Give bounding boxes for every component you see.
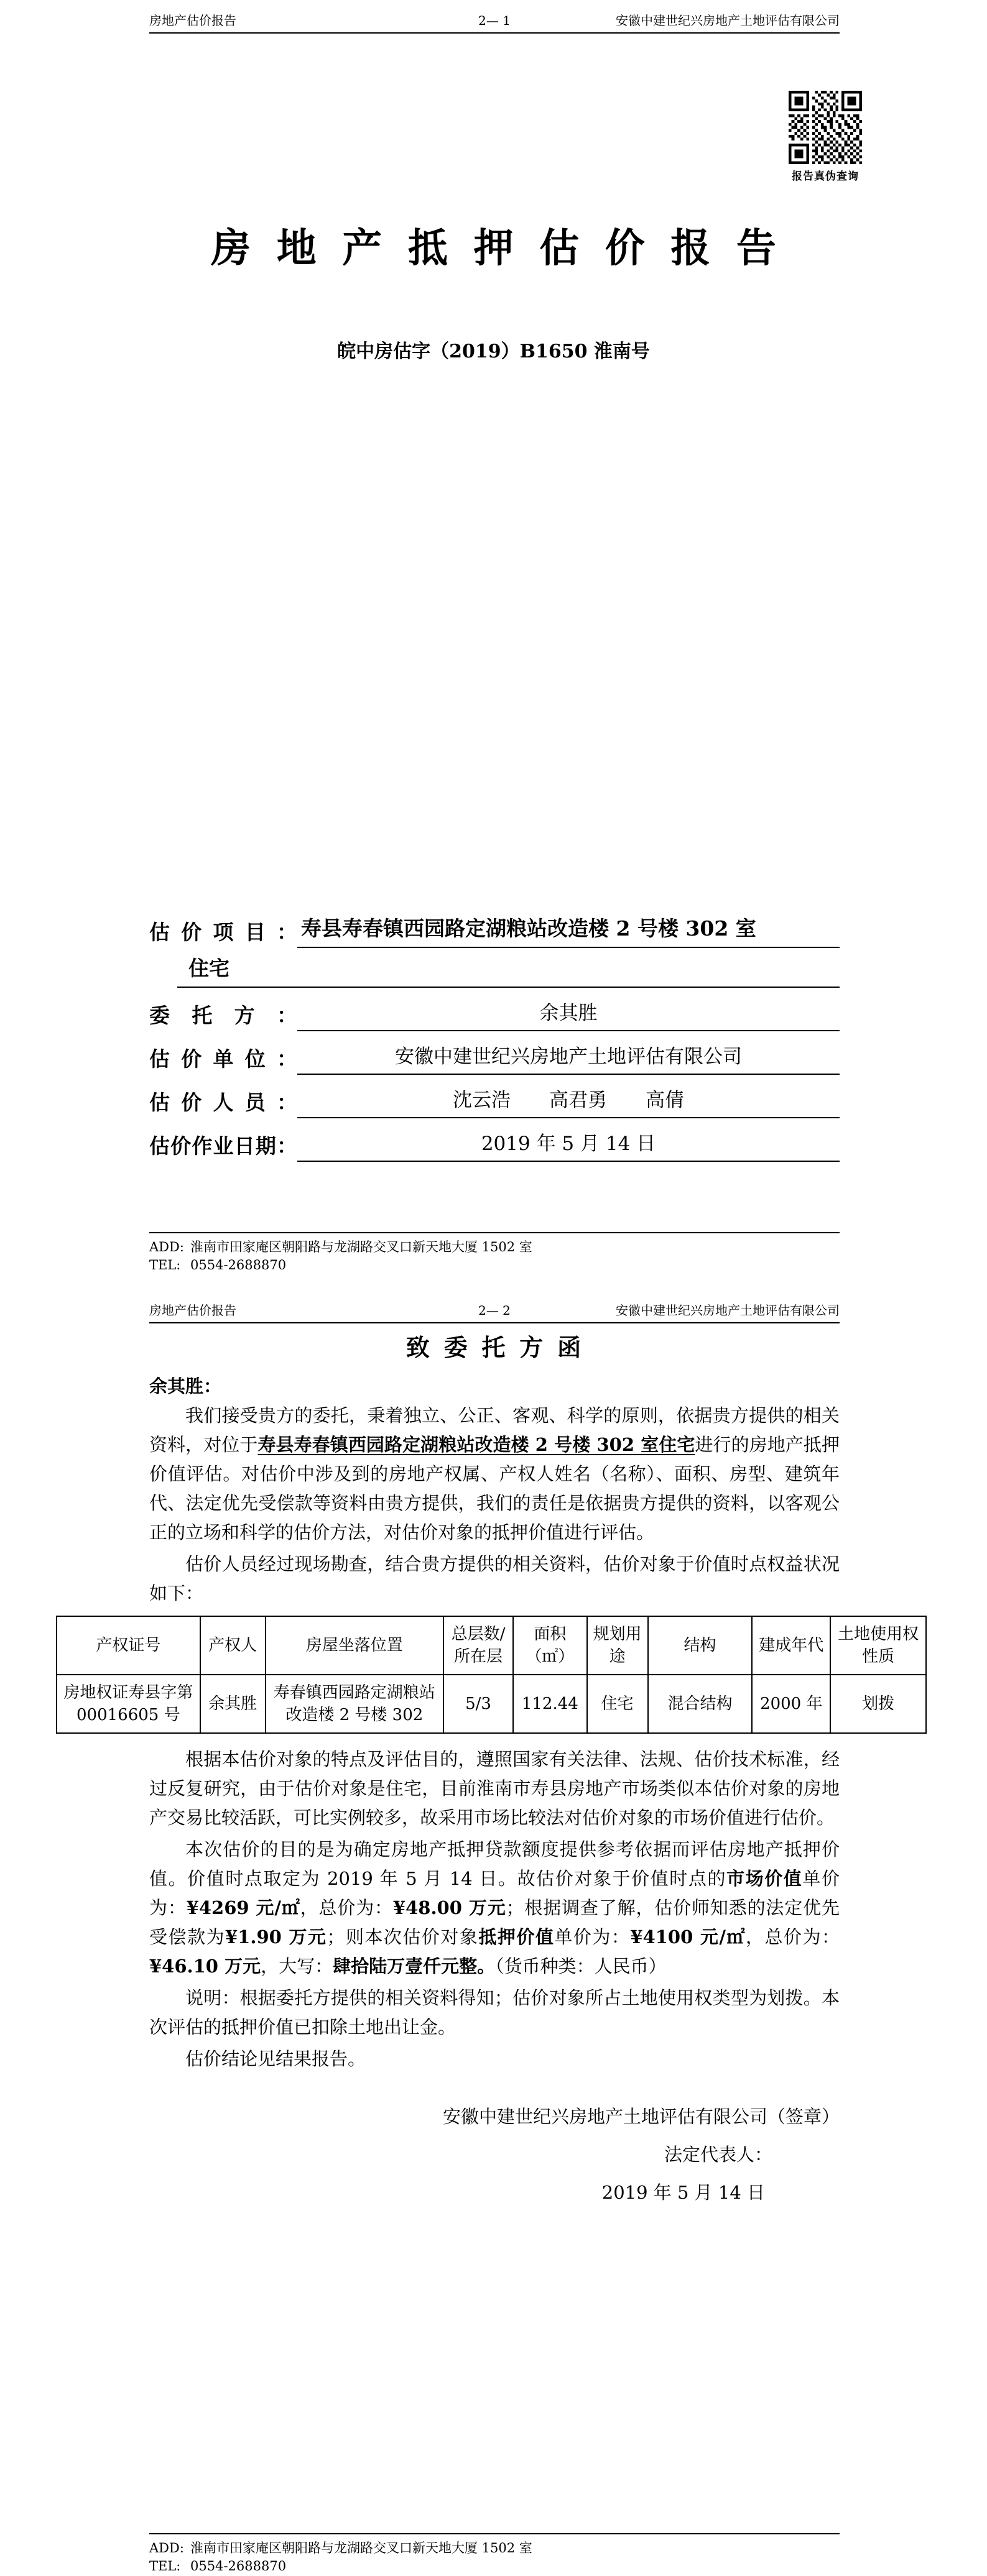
qr-verification-block bbox=[788, 91, 863, 183]
page-header bbox=[149, 1302, 840, 1323]
text-segment: 进行的房地产抵押价值评估。对估价中涉及到的房地产权属、产权人姓名（名称）、面积、房型、建筑年代、法定优先受偿款等资料由贵方提供，我们的责任是依据贵方提供的资料，以客观公正的立场和科学的估价方法，对估价对象的抵押价值进行评估。 bbox=[149, 1434, 840, 1543]
letter-paragraph-2: 估价人员经过现场勘查，结合贵方提供的相关资料，估价对象于价值时点权益状况如下： bbox=[149, 1553, 840, 1604]
signature-legal-representative: 法定代表人： bbox=[664, 2144, 772, 2165]
report-title: 房地产抵押估价报告 bbox=[211, 225, 802, 272]
cell-land-right: 划拨 bbox=[830, 1675, 926, 1733]
footer-address-label: ADD: bbox=[149, 2541, 184, 2555]
page-header bbox=[149, 12, 840, 34]
col-header-planned-use: 规划用途 bbox=[587, 1616, 648, 1675]
cell-structure: 混合结构 bbox=[648, 1675, 753, 1733]
footer-address-label: ADD: bbox=[149, 1240, 184, 1254]
field-staff bbox=[149, 1075, 840, 1118]
col-header-land-right: 土地使用权性质 bbox=[830, 1616, 926, 1675]
report-number: 皖中房估字（2019）B1650 淮南号 bbox=[337, 341, 650, 362]
field-agency-value: 安徽中建世纪兴房地产土地评估有限公司 bbox=[297, 1044, 840, 1075]
text-segment: ，总价为： bbox=[300, 1897, 393, 1918]
field-date bbox=[149, 1118, 840, 1162]
col-header-year-built: 建成年代 bbox=[752, 1616, 830, 1675]
footer-address-value: 淮南市田家庵区朝阳路与龙湖路交叉口新天地大厦 1502 室 bbox=[190, 2541, 532, 2555]
letter-title: 致委托方函 bbox=[405, 1333, 595, 1361]
cover-fields bbox=[149, 904, 840, 1162]
text-segment: 本次估价的目的是为确定房地产抵押贷款额度提供参考依据而评估房地产抵押价值。价值时点取定为 2019 年 5 月 14 日。故估价对象于价值时点的 bbox=[149, 1839, 840, 1889]
letter-paragraph-1 bbox=[149, 1401, 840, 1547]
col-header-area: 面积（㎡） bbox=[513, 1616, 587, 1675]
header-doc-title: 房地产估价报告 bbox=[149, 1303, 236, 1318]
table-header-row bbox=[57, 1616, 926, 1675]
field-agency bbox=[149, 1031, 840, 1075]
header-doc-title: 房地产估价报告 bbox=[149, 13, 236, 28]
rights-status-table bbox=[56, 1616, 927, 1734]
field-date-value: 2019 年 5 月 14 日 bbox=[297, 1131, 840, 1162]
cell-owner: 余其胜 bbox=[200, 1675, 266, 1733]
signature-company: 安徽中建世纪兴房地产土地评估有限公司（签章） bbox=[442, 2106, 840, 2127]
field-project bbox=[149, 904, 840, 948]
market-unit-price: ¥4269 元/㎡ bbox=[186, 1897, 300, 1918]
mortgage-unit-price: ¥4100 元/㎡ bbox=[630, 1926, 746, 1948]
letter-page bbox=[0, 1290, 987, 2576]
cell-year-built: 2000 年 bbox=[752, 1675, 830, 1733]
mortgage-value-label: 抵押价值 bbox=[478, 1926, 555, 1948]
page-footer bbox=[149, 1232, 840, 1274]
salutation: 余其胜： bbox=[149, 1376, 222, 1397]
field-agency-label: 估价单位： bbox=[149, 1046, 297, 1071]
footer-tel-value: 0554-2688870 bbox=[190, 1258, 287, 1272]
field-project-value: 寿县寿春镇西园路定湖粮站改造楼 2 号楼 302 室 bbox=[297, 916, 840, 948]
footer-tel-value: 0554-2688870 bbox=[190, 2559, 287, 2574]
amount-in-words: 肆拾陆万壹仟元整。 bbox=[333, 1956, 496, 1977]
field-client-label: 委托方： bbox=[149, 1003, 297, 1028]
currency-note: （货币种类：人民币） bbox=[495, 1956, 667, 1977]
field-date-label: 估价作业日期： bbox=[149, 1133, 297, 1158]
letter-paragraph-4 bbox=[149, 1835, 840, 1981]
col-header-owner: 产权人 bbox=[200, 1616, 266, 1675]
footer-address-line bbox=[149, 1238, 840, 1256]
priority-repayment-amount: ¥1.90 万元 bbox=[225, 1926, 327, 1948]
field-project-value-line2: 住宅 bbox=[177, 955, 840, 988]
field-staff-value: 沈云浩 高君勇 高倩 bbox=[297, 1088, 840, 1118]
qr-caption: 报告真伪查询 bbox=[792, 170, 859, 183]
text-segment: ；根据调查了解，估价师知悉的法定优先受偿款为 bbox=[149, 1897, 840, 1948]
field-staff-label: 估价人员： bbox=[149, 1090, 297, 1115]
signature-date: 2019 年 5 月 14 日 bbox=[601, 2182, 765, 2203]
col-header-cert-no: 产权证号 bbox=[57, 1616, 200, 1675]
letter-paragraph-5: 说明：根据委托方提供的相关资料得知；估价对象所占土地使用权类型为划拨。本次评估的抵押价值已扣除土地出让金。 bbox=[149, 1987, 840, 2038]
cell-location: 寿春镇西园路定湖粮站改造楼 2 号楼 302 bbox=[266, 1675, 444, 1733]
footer-address-value: 淮南市田家庵区朝阳路与龙湖路交叉口新天地大厦 1502 室 bbox=[190, 1240, 532, 1254]
text-segment: 单价为： bbox=[149, 1868, 840, 1918]
text-segment: ，大写： bbox=[261, 1956, 333, 1977]
footer-address-line bbox=[149, 2539, 840, 2557]
cell-planned-use: 住宅 bbox=[587, 1675, 648, 1733]
table-row bbox=[57, 1675, 926, 1733]
letter-paragraph-6: 估价结论见结果报告。 bbox=[185, 2048, 366, 2069]
header-company-name: 安徽中建世纪兴房地产土地评估有限公司 bbox=[616, 13, 840, 28]
page-footer bbox=[149, 2533, 840, 2575]
text-segment: ；则本次估价对象 bbox=[327, 1926, 479, 1948]
footer-tel-label: TEL: bbox=[149, 1258, 181, 1272]
market-total-price: ¥48.00 万元 bbox=[392, 1897, 506, 1918]
field-project-label: 估价项目： bbox=[149, 919, 297, 944]
market-value-label: 市场价值 bbox=[726, 1868, 803, 1889]
mortgage-total-price: ¥46.10 万元 bbox=[149, 1956, 261, 1977]
letter-paragraph-3: 根据本估价对象的特点及评估目的，遵照国家有关法律、法规、估价技术标准，经过反复研究，由于估价对象是住宅，目前淮南市寿县房地产市场类似本估价对象的房地产交易比较活跃，可比实例较多，故采用市场比较法对估价对象的市场价值进行估价。 bbox=[149, 1749, 840, 1828]
field-client-value: 余其胜 bbox=[297, 1001, 840, 1031]
field-project-continuation bbox=[149, 948, 840, 988]
letter-body bbox=[63, 1372, 919, 2207]
footer-tel-line bbox=[149, 1256, 840, 1274]
property-name-highlight: 寿县寿春镇西园路定湖粮站改造楼 2 号楼 302 室住宅 bbox=[257, 1434, 695, 1455]
col-header-floors: 总层数/所在层 bbox=[443, 1616, 513, 1675]
cell-cert-no: 房地权证寿县字第00016605 号 bbox=[57, 1675, 200, 1733]
header-page-number: 2— 1 bbox=[478, 13, 511, 28]
footer-tel-label: TEL: bbox=[149, 2559, 181, 2574]
col-header-structure: 结构 bbox=[648, 1616, 753, 1675]
text-segment: ，总价为： bbox=[745, 1926, 840, 1948]
text-segment: 我们接受贵方的委托，秉着独立、公正、客观、科学的原则，依据贵方提供的相关资料，对位于 bbox=[149, 1405, 840, 1455]
qr-code bbox=[789, 91, 862, 164]
footer-tel-line bbox=[149, 2557, 840, 2575]
col-header-location: 房屋坐落位置 bbox=[266, 1616, 444, 1675]
header-page-number: 2— 2 bbox=[478, 1303, 511, 1318]
text-segment: 单价为： bbox=[554, 1926, 631, 1948]
cell-area: 112.44 bbox=[513, 1675, 587, 1733]
cell-floors: 5/3 bbox=[443, 1675, 513, 1733]
field-client bbox=[149, 988, 840, 1031]
header-company-name: 安徽中建世纪兴房地产土地评估有限公司 bbox=[616, 1303, 840, 1318]
